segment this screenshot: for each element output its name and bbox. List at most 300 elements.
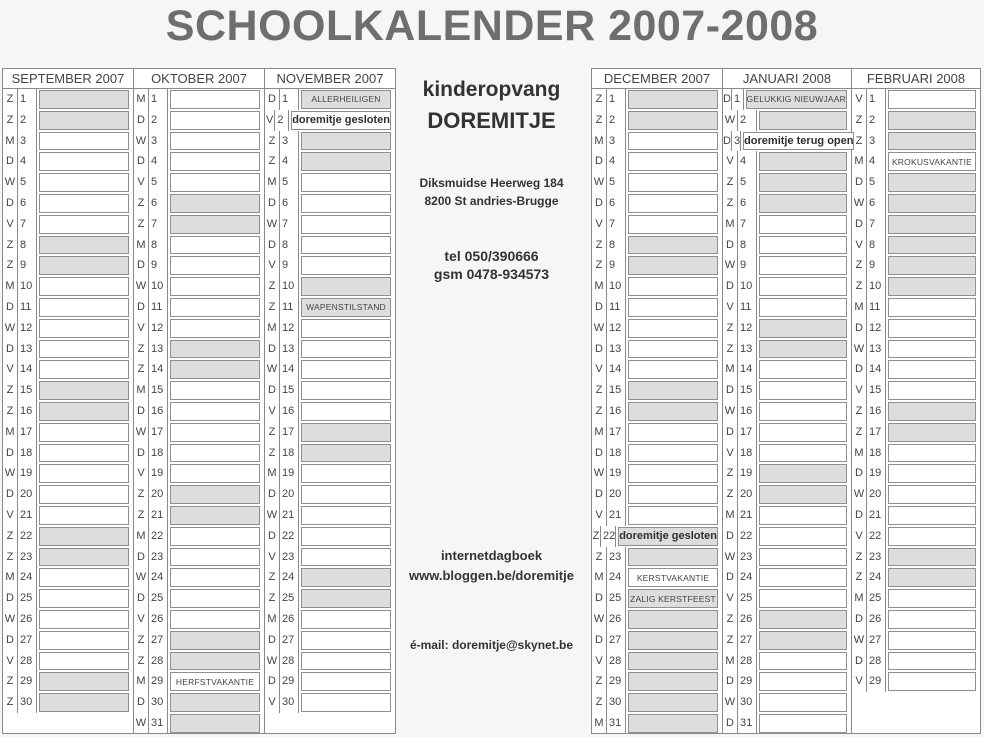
- day-number: 14: [607, 359, 626, 380]
- day-note-cell: [759, 319, 847, 338]
- day-number: 21: [280, 505, 299, 526]
- day-row: [592, 193, 722, 214]
- weekday-letter: D: [265, 484, 280, 505]
- day-row: [723, 463, 851, 484]
- day-number: 23: [738, 547, 757, 568]
- day-note-cell: [301, 548, 391, 567]
- weekday-letter: W: [592, 609, 607, 630]
- day-note-cell: [170, 90, 260, 109]
- day-note-cell: [170, 714, 260, 733]
- day-number: 27: [18, 630, 37, 651]
- day-number: 6: [18, 193, 37, 214]
- weekday-letter: Z: [134, 630, 149, 651]
- day-number: 2: [18, 110, 37, 131]
- day-number: 28: [280, 651, 299, 672]
- weekday-letter: D: [723, 526, 738, 547]
- day-number: 15: [149, 380, 168, 401]
- day-note-cell: [301, 589, 391, 608]
- weekday-letter: D: [723, 567, 738, 588]
- day-note-cell: [759, 152, 847, 171]
- day-note-cell: [301, 277, 391, 296]
- day-number: 8: [280, 235, 299, 256]
- day-number: 31: [607, 713, 626, 734]
- day-number: 9: [149, 255, 168, 276]
- day-note-cell: [888, 111, 976, 130]
- day-number: 26: [280, 609, 299, 630]
- weekday-letter: W: [3, 609, 18, 630]
- day-number: 11: [867, 297, 886, 318]
- day-note-cell: [301, 340, 391, 359]
- weekday-letter: M: [723, 505, 738, 526]
- day-note-cell: [888, 298, 976, 317]
- org-name-line2: DOREMITJE: [427, 108, 556, 133]
- day-number: 7: [867, 214, 886, 235]
- day-row: [134, 567, 264, 588]
- day-number: 4: [149, 151, 168, 172]
- day-note-cell: [301, 423, 391, 442]
- weekday-letter: W: [723, 692, 738, 713]
- day-note-cell: [170, 672, 260, 691]
- day-row: [134, 214, 264, 235]
- day-note: GELUKKIG NIEUWJAAR: [746, 94, 846, 105]
- day-note-cell: [628, 423, 718, 442]
- day-note-cell: [888, 340, 976, 359]
- day-note-cell: [170, 610, 260, 629]
- day-note-cell: [39, 464, 129, 483]
- weekday-letter: Z: [3, 547, 18, 568]
- day-number: 9: [280, 255, 299, 276]
- day-row: [852, 609, 980, 630]
- weekday-letter: Z: [592, 401, 607, 422]
- day-number: 4: [738, 151, 757, 172]
- day-row: [265, 193, 395, 214]
- day-number: 4: [18, 151, 37, 172]
- day-row: [592, 89, 722, 110]
- day-number: 26: [149, 609, 168, 630]
- day-row: [3, 422, 133, 443]
- day-number: 28: [607, 651, 626, 672]
- month-column: [852, 69, 980, 733]
- day-number: 15: [18, 380, 37, 401]
- weekday-letter: Z: [592, 110, 607, 131]
- day-number: 3: [732, 131, 741, 152]
- day-row: [852, 380, 980, 401]
- day-note-cell: [628, 672, 718, 691]
- day-row: [592, 588, 722, 609]
- weekday-letter: D: [852, 318, 867, 339]
- day-number: 21: [607, 505, 626, 526]
- day-row: [265, 609, 395, 630]
- weekday-letter: Z: [852, 255, 867, 276]
- day-row: [852, 505, 980, 526]
- day-note-cell: [759, 111, 847, 130]
- day-row: [134, 692, 264, 713]
- day-note-cell: [888, 444, 976, 463]
- day-note-cell: [759, 381, 847, 400]
- day-note-cell: [888, 90, 976, 109]
- weekday-letter: Z: [134, 484, 149, 505]
- day-number: 22: [280, 526, 299, 547]
- day-number: 7: [149, 214, 168, 235]
- day-row: [852, 131, 980, 152]
- weekday-letter: D: [134, 588, 149, 609]
- weekday-letter: M: [852, 588, 867, 609]
- day-note-cell: [759, 548, 847, 567]
- weekday-letter: D: [265, 671, 280, 692]
- day-row: [852, 110, 980, 131]
- weekday-letter: D: [592, 443, 607, 464]
- day-number: 21: [738, 505, 757, 526]
- weekday-letter: W: [265, 505, 280, 526]
- weekday-letter: D: [592, 193, 607, 214]
- day-note-cell: [301, 672, 391, 691]
- weekday-letter: V: [3, 214, 18, 235]
- day-number: 4: [607, 151, 626, 172]
- day-row: [592, 359, 722, 380]
- day-row: [852, 671, 980, 692]
- day-note-cell: [759, 444, 847, 463]
- weekday-letter: Z: [592, 235, 607, 256]
- weekday-letter: W: [3, 463, 18, 484]
- day-number: 20: [738, 484, 757, 505]
- day-number: 3: [607, 131, 626, 152]
- day-row: [852, 339, 980, 360]
- day-number: 20: [280, 484, 299, 505]
- weekday-letter: V: [592, 651, 607, 672]
- day-row: [592, 276, 722, 297]
- day-number: 3: [18, 131, 37, 152]
- day-row: [265, 214, 395, 235]
- day-note-cell: [888, 256, 976, 275]
- day-number: 5: [280, 172, 299, 193]
- day-note-cell: [39, 652, 129, 671]
- weekday-letter: W: [134, 713, 149, 734]
- weekday-letter: M: [134, 89, 149, 110]
- address-line1: Diksmuidse Heerweg 184: [419, 176, 564, 190]
- weekday-letter: Z: [134, 651, 149, 672]
- day-row: [3, 255, 133, 276]
- day-number: 5: [18, 172, 37, 193]
- day-number: 1: [149, 89, 168, 110]
- day-row: [723, 380, 851, 401]
- day-number: 13: [607, 339, 626, 360]
- day-number: 22: [18, 526, 37, 547]
- day-note-cell: [170, 173, 260, 192]
- weekday-letter: Z: [134, 214, 149, 235]
- day-number: 2: [149, 110, 168, 131]
- day-row: [3, 318, 133, 339]
- day-number: 7: [18, 214, 37, 235]
- weekday-letter: Z: [265, 131, 280, 152]
- weekday-letter: Z: [592, 526, 601, 547]
- day-row: [852, 588, 980, 609]
- day-note-cell: [888, 506, 976, 525]
- weekday-letter: Z: [852, 276, 867, 297]
- day-note: HERFSTVAKANTIE: [175, 676, 255, 687]
- day-number: 18: [18, 443, 37, 464]
- day-number: 26: [607, 609, 626, 630]
- weekday-letter: W: [852, 484, 867, 505]
- weekday-letter: M: [265, 463, 280, 484]
- weekday-letter: M: [592, 422, 607, 443]
- day-number: 13: [867, 339, 886, 360]
- weekday-letter: Z: [265, 443, 280, 464]
- day-note-cell: [888, 548, 976, 567]
- weekday-letter: Z: [852, 547, 867, 568]
- day-note-cell: [170, 277, 260, 296]
- weekday-letter: D: [852, 172, 867, 193]
- day-row: [134, 297, 264, 318]
- weekday-letter: D: [134, 255, 149, 276]
- day-note-cell: [888, 319, 976, 338]
- weekday-letter: D: [723, 380, 738, 401]
- day-row: [3, 484, 133, 505]
- day-note-cell: [170, 319, 260, 338]
- day-row: [3, 588, 133, 609]
- day-row: [592, 692, 722, 713]
- day-number: 2: [275, 110, 289, 131]
- weekday-letter: M: [3, 567, 18, 588]
- day-number: 8: [607, 235, 626, 256]
- day-number: 9: [867, 255, 886, 276]
- day-note-cell: [301, 631, 391, 650]
- day-row: [134, 359, 264, 380]
- day-number: 24: [149, 567, 168, 588]
- weekday-letter: M: [265, 172, 280, 193]
- day-note-cell: [170, 111, 260, 130]
- day-note-cell: [759, 215, 847, 234]
- day-row: [852, 630, 980, 651]
- day-note-cell: [301, 610, 391, 629]
- day-row: [592, 630, 722, 651]
- day-row: [265, 339, 395, 360]
- weekday-letter: W: [723, 547, 738, 568]
- weekday-letter: D: [134, 692, 149, 713]
- month-header: OKTOBER 2007: [134, 69, 264, 89]
- day-row: [592, 671, 722, 692]
- day-row: [592, 505, 722, 526]
- weekday-letter: M: [592, 131, 607, 152]
- day-note-cell: [301, 298, 391, 317]
- weekday-letter: V: [723, 443, 738, 464]
- weekday-letter: M: [852, 297, 867, 318]
- day-note-cell: [39, 381, 129, 400]
- day-row: [265, 671, 395, 692]
- day-number: 20: [149, 484, 168, 505]
- day-number: 17: [18, 422, 37, 443]
- day-number: 15: [280, 380, 299, 401]
- day-number: 5: [607, 172, 626, 193]
- weekday-letter: Z: [265, 276, 280, 297]
- day-row: [723, 671, 851, 692]
- weekday-letter: D: [723, 713, 738, 734]
- weekday-letter: V: [265, 110, 275, 131]
- day-row: [134, 193, 264, 214]
- day-note-cell: [39, 340, 129, 359]
- day-note-cell: [39, 485, 129, 504]
- day-row: [723, 110, 851, 131]
- day-note-cell: [888, 277, 976, 296]
- day-note-cell: [888, 672, 976, 691]
- weekday-letter: Z: [134, 339, 149, 360]
- blog-label: internetdagboek: [440, 548, 543, 563]
- day-number: 24: [867, 567, 886, 588]
- day-note-cell: [301, 90, 391, 109]
- day-note-cell: [39, 527, 129, 546]
- day-note-cell: [39, 194, 129, 213]
- day-note-cell: [170, 631, 260, 650]
- day-number: 20: [867, 484, 886, 505]
- weekday-letter: D: [592, 630, 607, 651]
- day-row: [3, 609, 133, 630]
- day-row: [134, 547, 264, 568]
- day-number: 1: [18, 89, 37, 110]
- day-number: 9: [738, 255, 757, 276]
- day-note-cell: [301, 693, 391, 712]
- day-row: [852, 89, 980, 110]
- day-number: 3: [149, 131, 168, 152]
- day-note-cell: [759, 360, 847, 379]
- day-number: 15: [738, 380, 757, 401]
- day-number: 29: [607, 671, 626, 692]
- day-number: 14: [149, 359, 168, 380]
- day-number: 21: [867, 505, 886, 526]
- day-number: 14: [18, 359, 37, 380]
- day-row: [3, 131, 133, 152]
- weekday-letter: D: [852, 505, 867, 526]
- day-note-cell: [888, 527, 976, 546]
- weekday-letter: D: [134, 110, 149, 131]
- day-number: 24: [280, 567, 299, 588]
- weekday-letter: Z: [592, 692, 607, 713]
- day-number: 19: [149, 463, 168, 484]
- day-row: [265, 526, 395, 547]
- weekday-letter: D: [265, 235, 280, 256]
- weekday-letter: V: [265, 255, 280, 276]
- day-note-cell: [39, 672, 129, 691]
- day-note-cell: [759, 693, 847, 712]
- weekday-letter: Z: [852, 567, 867, 588]
- day-note-cell: [888, 423, 976, 442]
- day-number: 25: [149, 588, 168, 609]
- day-note-cell: [628, 194, 718, 213]
- day-row: [265, 401, 395, 422]
- day-note-cell: [170, 340, 260, 359]
- day-row: [134, 422, 264, 443]
- day-number: 22: [601, 526, 616, 547]
- day-number: 21: [149, 505, 168, 526]
- day-number: 27: [867, 630, 886, 651]
- day-note-cell: [759, 402, 847, 421]
- day-row: [723, 151, 851, 172]
- day-row: [592, 110, 722, 131]
- day-number: 7: [607, 214, 626, 235]
- weekday-letter: V: [265, 547, 280, 568]
- day-row: [723, 214, 851, 235]
- weekday-letter: D: [134, 297, 149, 318]
- weekday-letter: M: [134, 235, 149, 256]
- day-note-cell: [301, 173, 391, 192]
- day-number: 8: [149, 235, 168, 256]
- day-row: [265, 484, 395, 505]
- day-note-cell: [39, 610, 129, 629]
- weekday-letter: W: [134, 567, 149, 588]
- day-number: 30: [738, 692, 757, 713]
- day-number: 17: [149, 422, 168, 443]
- weekday-letter: V: [265, 401, 280, 422]
- day-number: 30: [18, 692, 37, 713]
- day-note-cell: [759, 256, 847, 275]
- day-number: 29: [149, 671, 168, 692]
- day-note-cell: [628, 631, 718, 650]
- day-number: 2: [738, 110, 757, 131]
- day-note-cell: [301, 381, 391, 400]
- day-number: 27: [280, 630, 299, 651]
- day-note-cell: [301, 236, 391, 255]
- day-number: 19: [738, 463, 757, 484]
- weekday-letter: Z: [3, 110, 18, 131]
- weekday-letter: D: [723, 422, 738, 443]
- day-number: 16: [149, 401, 168, 422]
- day-note-cell: [628, 589, 718, 608]
- weekday-letter: D: [265, 526, 280, 547]
- weekday-letter: Z: [723, 463, 738, 484]
- weekday-letter: Z: [723, 339, 738, 360]
- day-row: [592, 151, 722, 172]
- day-row: [3, 339, 133, 360]
- day-number: 16: [738, 401, 757, 422]
- day-row: [592, 463, 722, 484]
- day-row: [723, 547, 851, 568]
- day-row: [852, 463, 980, 484]
- day-row: [134, 110, 264, 131]
- day-number: 13: [149, 339, 168, 360]
- day-note-cell: [746, 90, 847, 109]
- day-note-cell: [39, 506, 129, 525]
- weekday-letter: W: [592, 172, 607, 193]
- day-row: [134, 484, 264, 505]
- weekday-letter: Z: [723, 630, 738, 651]
- day-note-cell: [888, 236, 976, 255]
- calendar-group-right: [591, 68, 981, 734]
- day-number: 6: [867, 193, 886, 214]
- day-row: [3, 692, 133, 713]
- day-row: [3, 671, 133, 692]
- day-number: 30: [607, 692, 626, 713]
- day-row: [134, 651, 264, 672]
- day-number: 8: [867, 235, 886, 256]
- day-row: [592, 380, 722, 401]
- day-number: 27: [607, 630, 626, 651]
- weekday-letter: W: [852, 339, 867, 360]
- day-number: 1: [732, 89, 744, 110]
- day-note-cell: [628, 652, 718, 671]
- weekday-letter: W: [134, 131, 149, 152]
- day-number: 12: [18, 318, 37, 339]
- day-row: [265, 547, 395, 568]
- day-note-cell: [628, 277, 718, 296]
- day-note-cell: [39, 277, 129, 296]
- day-number: 22: [867, 526, 886, 547]
- day-note-cell: [628, 444, 718, 463]
- day-row: [592, 401, 722, 422]
- weekday-letter: D: [592, 588, 607, 609]
- month-column: [3, 69, 134, 733]
- day-note-cell: [759, 568, 847, 587]
- day-row: [592, 547, 722, 568]
- day-row: [592, 214, 722, 235]
- day-note-cell: [628, 610, 718, 629]
